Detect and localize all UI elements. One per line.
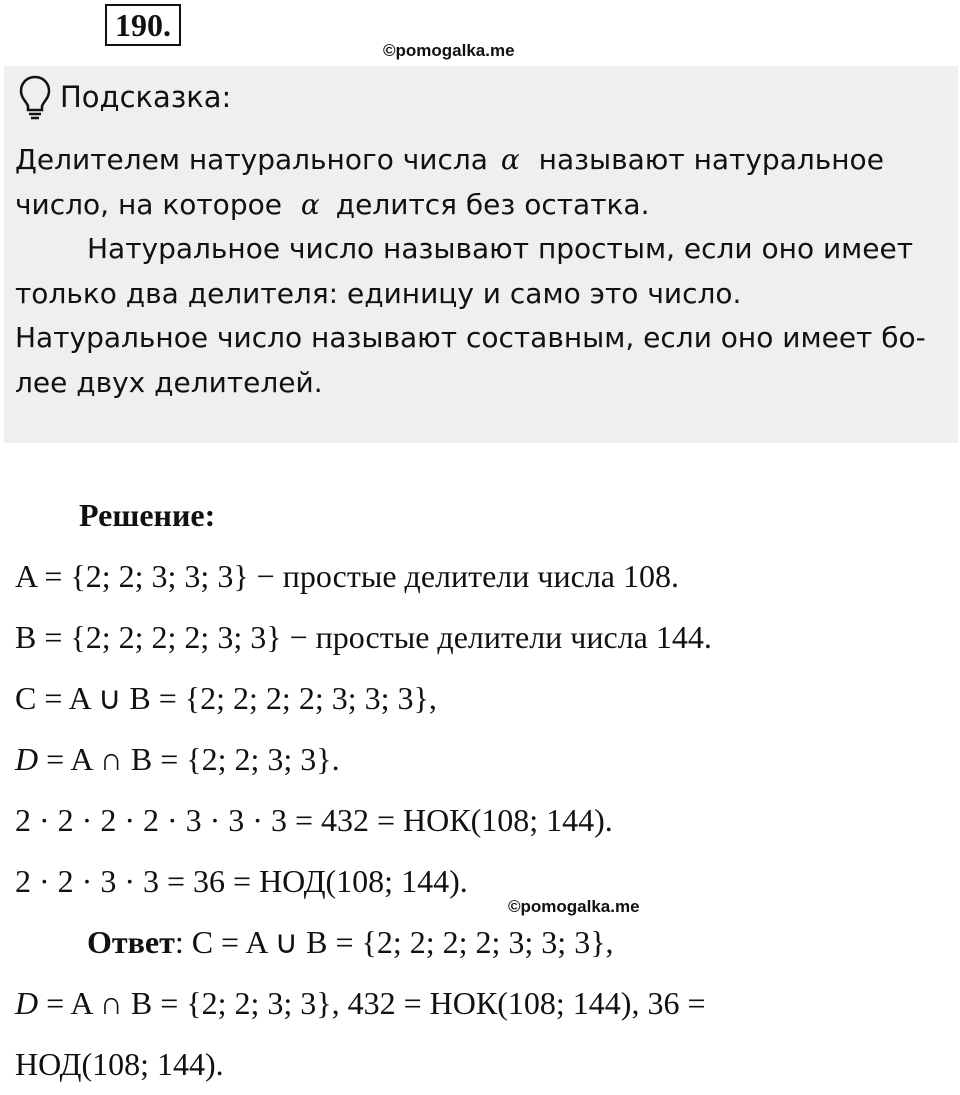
hint-paragraph-5: лее двух делителей. xyxy=(15,365,323,399)
answer-line-2 xyxy=(15,973,950,1034)
watermark: ©pomogalka.me xyxy=(508,897,640,916)
solution-line-3: C = A ∪ B = {2; 2; 2; 2; 3; 3; 3}, xyxy=(15,680,437,716)
hint-box xyxy=(4,66,958,443)
solution-title: Решение: xyxy=(79,497,216,533)
solution-line-1: A = {2; 2; 3; 3; 3} − простые делители числа 108. xyxy=(15,558,679,594)
answer-line-3: НОД(108; 144). xyxy=(15,1046,224,1082)
d-symbol: D xyxy=(15,985,39,1021)
hint-header xyxy=(18,74,231,120)
alpha-symbol: α xyxy=(300,187,320,221)
hint-paragraph-2: Натуральное число называют простым, если оно имеет xyxy=(87,232,914,265)
hint-body xyxy=(15,138,950,405)
hint-paragraph-4: Натуральное число называют составным, если оно имеет бо- xyxy=(15,321,926,354)
solution-line-2: B = {2; 2; 2; 2; 3; 3} − простые делители числа 144. xyxy=(15,619,712,655)
solution-line-6: 2 · 2 · 3 · 3 = 36 = НОД(108; 144). xyxy=(15,863,468,899)
hint-text: число, на которое xyxy=(15,187,282,221)
watermark: ©pomogalka.me xyxy=(383,41,515,60)
solution-text: = A ∩ B = {2; 2; 3; 3}. xyxy=(46,741,340,777)
solution-line-5: 2 · 2 · 2 · 2 · 3 · 3 · 3 = 432 = НОК(108; 144). xyxy=(15,802,613,838)
answer-label: Ответ xyxy=(87,924,175,960)
hint-title: Подсказка: xyxy=(60,80,232,114)
solution-line-4 xyxy=(15,729,950,790)
problem-number: 190. xyxy=(105,4,181,46)
hint-paragraph-1 xyxy=(15,138,950,227)
lightbulb-icon xyxy=(18,74,52,120)
hint-text: Делителем натурального числа xyxy=(15,143,488,176)
solution xyxy=(15,485,950,1095)
hint-text: называют натуральное xyxy=(538,143,884,176)
hint-paragraph-3: только два делителя: единицу и само это число. xyxy=(15,276,742,310)
answer-text: = A ∩ B = {2; 2; 3; 3}, 432 = НОК(108; 144), 36 = xyxy=(46,985,706,1021)
hint-text: делится без остатка. xyxy=(335,187,650,221)
d-symbol: D xyxy=(15,741,39,777)
answer-line-1 xyxy=(15,912,950,973)
alpha-symbol: α xyxy=(500,143,520,176)
answer-text: : C = A ∪ B = {2; 2; 2; 2; 3; 3; 3}, xyxy=(174,924,614,960)
